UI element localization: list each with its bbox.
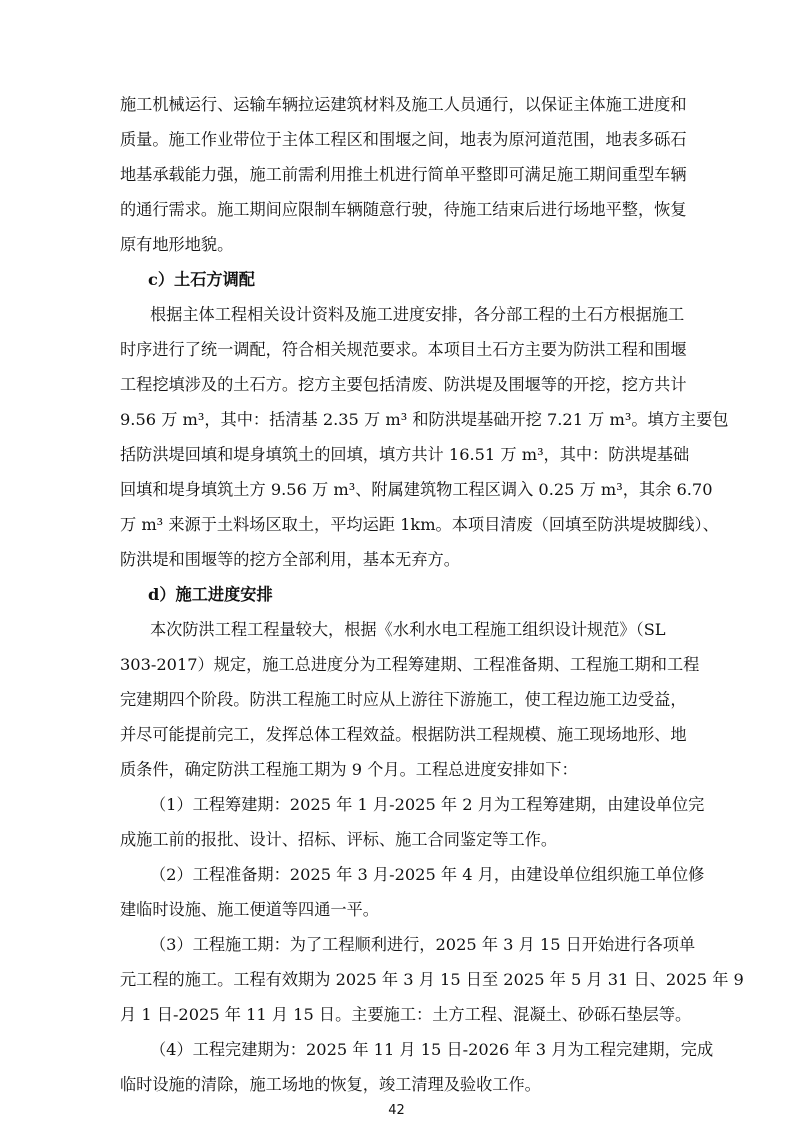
body-text-line: 括防洪堤回填和堤身填筑土的回填，填方共计 16.51 万 m³，其中：防洪堤基础 <box>120 445 690 464</box>
body-text-line: 时序进行了统一调配，符合相关规范要求。本项目土石方主要为防洪工程和围堰 <box>120 340 687 359</box>
body-text-line: 施工机械运行、运输车辆拉运建筑材料及施工人员通行，以保证主体施工进度和 <box>120 95 687 114</box>
body-text-line: 质条件，确定防洪工程施工期为 9 个月。工程总进度安排如下： <box>120 760 578 779</box>
body-text-line: 地基承载能力强，施工前需利用推土机进行简单平整即可满足施工期间重型车辆 <box>120 165 687 184</box>
list-item-text: 元工程的施工。工程有效期为 2025 年 3 月 15 日至 2025 年 5 月 31 日、2025 年 9 <box>120 970 744 989</box>
body-text-line: 回填和堤身填筑土方 9.56 万 m³、附属建筑物工程区调入 0.25 万 m³，其余 6.70 <box>120 480 713 499</box>
page-number: 42 <box>388 1103 405 1118</box>
list-item-text: （4）工程完建期为：2025 年 11 月 15 日-2026 年 3 月为工程完建期，完成 <box>150 1040 714 1059</box>
body-text-line: 9.56 万 m³，其中：括清基 2.35 万 m³ 和防洪堤基础开挖 7.21 万 m³。填方主要包 <box>120 410 729 429</box>
list-item-text: （3）工程施工期：为了工程顺利进行，2025 年 3 月 15 日开始进行各项单 <box>150 935 696 954</box>
body-text-line: 万 m³ 来源于土料场区取土，平均运距 1km。本项目清废（回填至防洪堤坡脚线）、 <box>120 515 719 534</box>
body-text-line: 本次防洪工程工程量较大，根据《水利水电工程施工组织设计规范》（SL <box>150 620 666 639</box>
body-text-line: 完建期四个阶段。防洪工程施工时应从上游往下游施工，使工程边施工边受益， <box>120 690 687 709</box>
body-text-line: 的通行需求。施工期间应限制车辆随意行驶，待施工结束后进行场地平整，恢复 <box>120 200 687 219</box>
body-text-line: 工程挖填涉及的土石方。挖方主要包括清废、防洪堤及围堰等的开挖，挖方共计 <box>120 375 687 394</box>
body-text-line: 并尽可能提前完工，发挥总体工程效益。根据防洪工程规模、施工现场地形、地 <box>120 725 687 744</box>
list-item-text: 建临时设施、施工便道等四通一平。 <box>120 900 379 919</box>
list-item-text: 月 1 日-2025 年 11 月 15 日。主要施工：土方工程、混凝土、砂砾石垫层等。 <box>120 1005 692 1024</box>
list-item-text: （2）工程准备期：2025 年 3 月-2025 年 4 月，由建设单位组织施工单位修 <box>150 865 705 884</box>
body-text-line: 原有地形地貌。 <box>120 235 234 254</box>
section-heading-c: c）土石方调配 <box>148 270 255 289</box>
body-text-line: 根据主体工程相关设计资料及施工进度安排，各分部工程的土石方根据施工 <box>150 305 685 324</box>
list-item-text: 成施工前的报批、设计、招标、评标、施工合同鉴定等工作。 <box>120 830 558 849</box>
body-text-line: 303-2017）规定，施工总进度分为工程筹建期、工程准备期、工程施工期和工程 <box>120 655 700 674</box>
body-text-line: 质量。施工作业带位于主体工程区和围堰之间，地表为原河道范围，地表多砾石 <box>120 130 687 149</box>
section-heading-d: d）施工进度安排 <box>148 585 273 604</box>
list-item-text: 临时设施的清除，施工场地的恢复，竣工清理及验收工作。 <box>120 1075 541 1094</box>
body-text-line: 防洪堤和围堰等的挖方全部利用，基本无弃方。 <box>120 550 460 569</box>
list-item-text: （1）工程筹建期：2025 年 1 月-2025 年 2 月为工程筹建期，由建设单位完 <box>150 795 705 814</box>
